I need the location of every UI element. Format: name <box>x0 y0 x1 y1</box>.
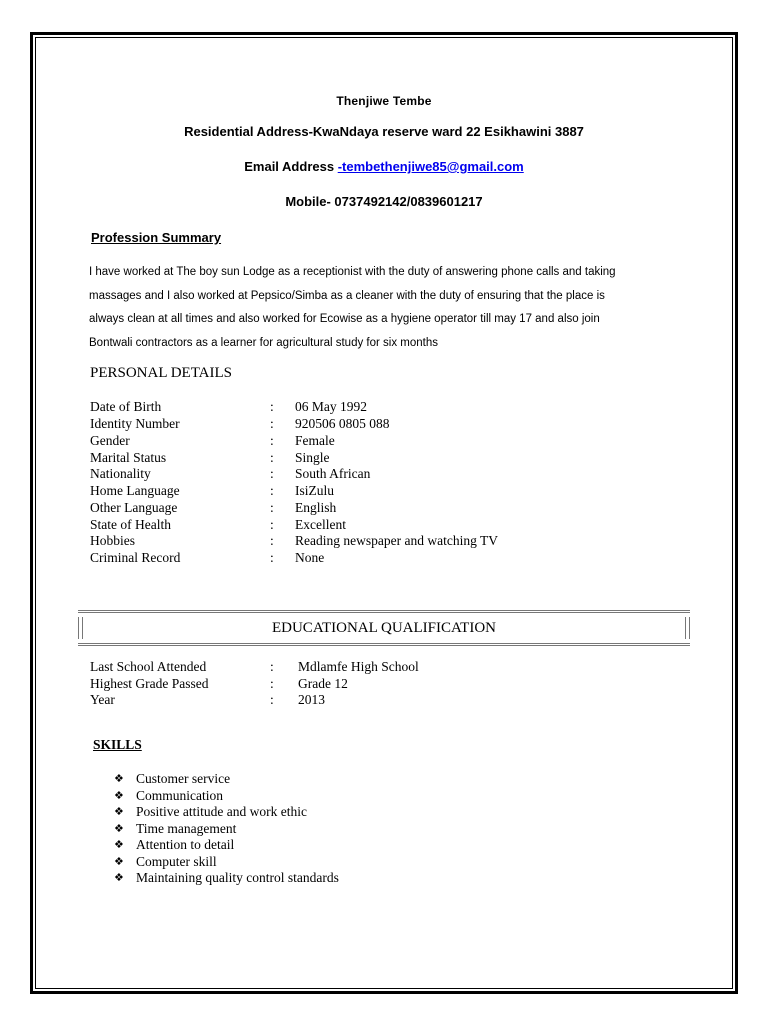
diamond-bullet-icon: ❖ <box>114 805 124 818</box>
detail-separator: : <box>270 483 274 498</box>
detail-value: Reading newspaper and watching TV <box>295 533 498 548</box>
summary-line: I have worked at The boy sun Lodge as a receptionist with the duty of answering phone calls and taking <box>89 266 616 278</box>
skill-item <box>114 837 339 854</box>
education-label: Last School Attended <box>90 659 207 674</box>
diamond-bullet-icon: ❖ <box>114 854 124 868</box>
education-separator: : <box>270 692 274 707</box>
detail-separator: : <box>270 517 274 532</box>
skill-item <box>114 870 339 887</box>
detail-label: Date of Birth <box>90 399 162 414</box>
detail-label: Identity Number <box>90 416 180 431</box>
detail-separator: : <box>270 416 274 431</box>
skill-item <box>114 771 339 788</box>
applicant-name: Thenjiwe Tembe <box>336 94 432 108</box>
education-value: Mdlamfe High School <box>298 659 419 674</box>
detail-label: Marital Status <box>90 450 167 465</box>
detail-value: None <box>295 550 325 565</box>
email-label: Email Address <box>244 159 338 174</box>
diamond-bullet-icon: ❖ <box>114 871 124 884</box>
skills-heading: SKILLS <box>93 737 142 752</box>
profession-summary-text <box>89 261 689 355</box>
diamond-bullet-icon: ❖ <box>114 821 124 835</box>
skill-text: Maintaining quality control standards <box>136 870 339 885</box>
detail-value: 920506 0805 088 <box>295 416 390 431</box>
profession-summary-heading: Profession Summary <box>91 230 222 245</box>
email-line <box>35 159 733 174</box>
detail-separator: : <box>270 550 274 565</box>
skill-item <box>114 804 339 821</box>
skill-text: Customer service <box>136 771 231 786</box>
educational-qualification-banner <box>78 610 690 646</box>
diamond-bullet-icon: ❖ <box>114 838 124 851</box>
mobile-number: Mobile- 0737492142/0839601217 <box>285 194 483 209</box>
detail-value: Single <box>295 450 330 465</box>
detail-separator: : <box>270 450 274 465</box>
detail-value: English <box>295 500 337 515</box>
skill-text: Computer skill <box>136 853 217 869</box>
detail-separator: : <box>270 433 274 448</box>
diamond-bullet-icon: ❖ <box>114 788 124 802</box>
summary-line: massages and I also worked at Pepsico/Simba as a cleaner with the duty of ensuring that the place is <box>89 289 605 302</box>
skill-text: Positive attitude and work ethic <box>136 804 307 819</box>
detail-label: Hobbies <box>90 533 135 548</box>
detail-label: Other Language <box>90 500 178 515</box>
skill-text: Communication <box>136 787 223 803</box>
detail-value: South African <box>295 466 371 481</box>
detail-separator: : <box>270 399 274 414</box>
summary-line: Bontwali contractors as a learner for agricultural study for six months <box>89 336 438 349</box>
detail-value: IsiZulu <box>295 483 334 498</box>
detail-value: 06 May 1992 <box>295 399 367 414</box>
education-separator: : <box>270 676 274 691</box>
detail-separator: : <box>270 466 274 481</box>
detail-label: State of Health <box>90 517 171 532</box>
education-value: 2013 <box>298 692 325 707</box>
educational-qualification-heading: EDUCATIONAL QUALIFICATION <box>271 620 496 636</box>
skill-text: Attention to detail <box>136 837 235 852</box>
detail-label: Nationality <box>90 466 151 481</box>
skill-item <box>114 821 339 838</box>
skill-item <box>114 788 339 805</box>
detail-separator: : <box>270 500 274 515</box>
detail-value: Excellent <box>295 517 346 532</box>
education-value: Grade 12 <box>298 676 348 691</box>
email-link[interactable]: -tembethenjiwe85@gmail.com <box>337 159 524 174</box>
detail-value: Female <box>295 433 335 448</box>
diamond-bullet-icon: ❖ <box>114 772 124 785</box>
education-separator: : <box>270 659 274 674</box>
skill-item <box>114 854 339 871</box>
detail-label: Criminal Record <box>90 550 181 565</box>
personal-details-heading: PERSONAL DETAILS <box>90 365 232 381</box>
detail-separator: : <box>270 533 274 548</box>
education-label: Highest Grade Passed <box>90 676 209 691</box>
skills-list <box>114 771 339 887</box>
detail-label: Home Language <box>90 483 180 498</box>
summary-line: always clean at all times and also worked for Ecowise as a hygiene operator till may 17 and also join <box>89 313 600 325</box>
residential-address: Residential Address-KwaNdaya reserve ward 22 Esikhawini 3887 <box>184 124 584 139</box>
education-label: Year <box>90 692 115 707</box>
skill-text: Time management <box>136 820 237 836</box>
detail-label: Gender <box>90 433 130 448</box>
